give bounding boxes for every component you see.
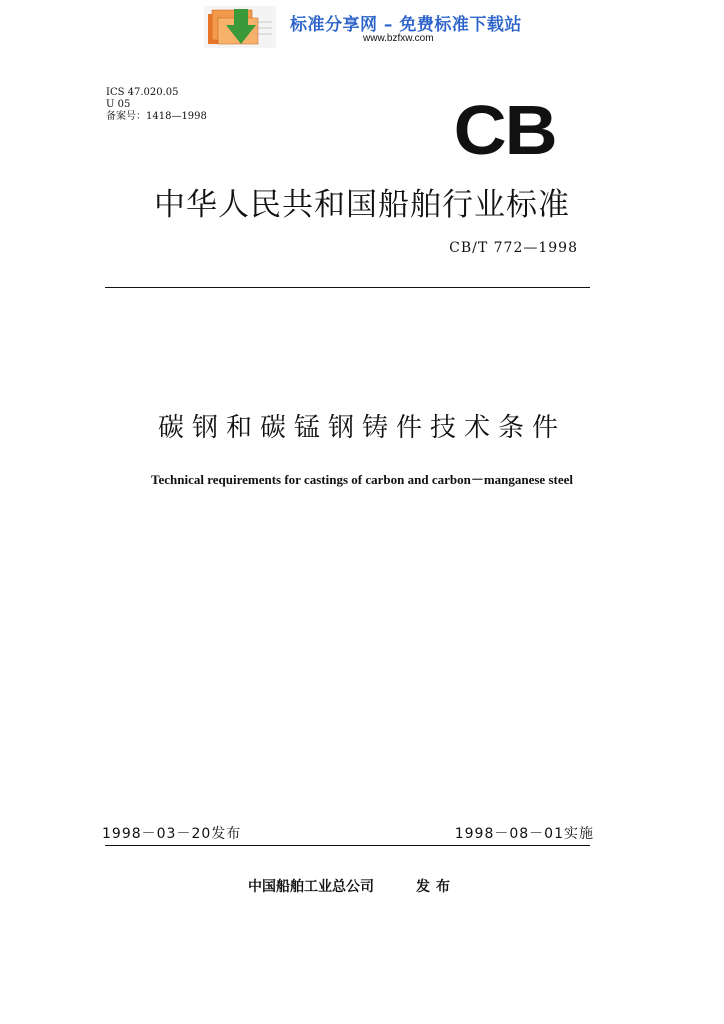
document-title-cn: 碳钢和碳锰钢铸件技术条件 — [157, 413, 566, 443]
classification-code: U 05 — [106, 99, 131, 110]
implementation-date: 1998－08－01实施 — [454, 826, 594, 842]
publish-label: 发布 — [416, 879, 456, 895]
ics-code: ICS 47.020.05 — [106, 87, 179, 98]
bottom-divider — [105, 845, 590, 846]
record-number: 备案号：1418—1998 — [106, 111, 207, 122]
banner-title[interactable]: 标准分享网 – 免费标准下载站 — [290, 15, 522, 35]
banner-url-link[interactable]: www.bzfxw.com — [363, 33, 434, 44]
site-banner[interactable] — [204, 6, 524, 48]
publisher-name: 中国船舶工业总公司 — [248, 879, 374, 895]
download-logo-icon — [204, 6, 276, 48]
issue-date: 1998－03－20发布 — [102, 826, 242, 842]
standard-category-title: 中华人民共和国船舶行业标准 — [154, 187, 570, 223]
top-divider — [105, 287, 590, 288]
document-title-en: Technical requirements for castings of carbon and carbon－manganese steel — [150, 472, 573, 487]
standard-number: CB/T 772—1998 — [449, 240, 578, 256]
cb-standard-logo: CB — [453, 91, 556, 169]
